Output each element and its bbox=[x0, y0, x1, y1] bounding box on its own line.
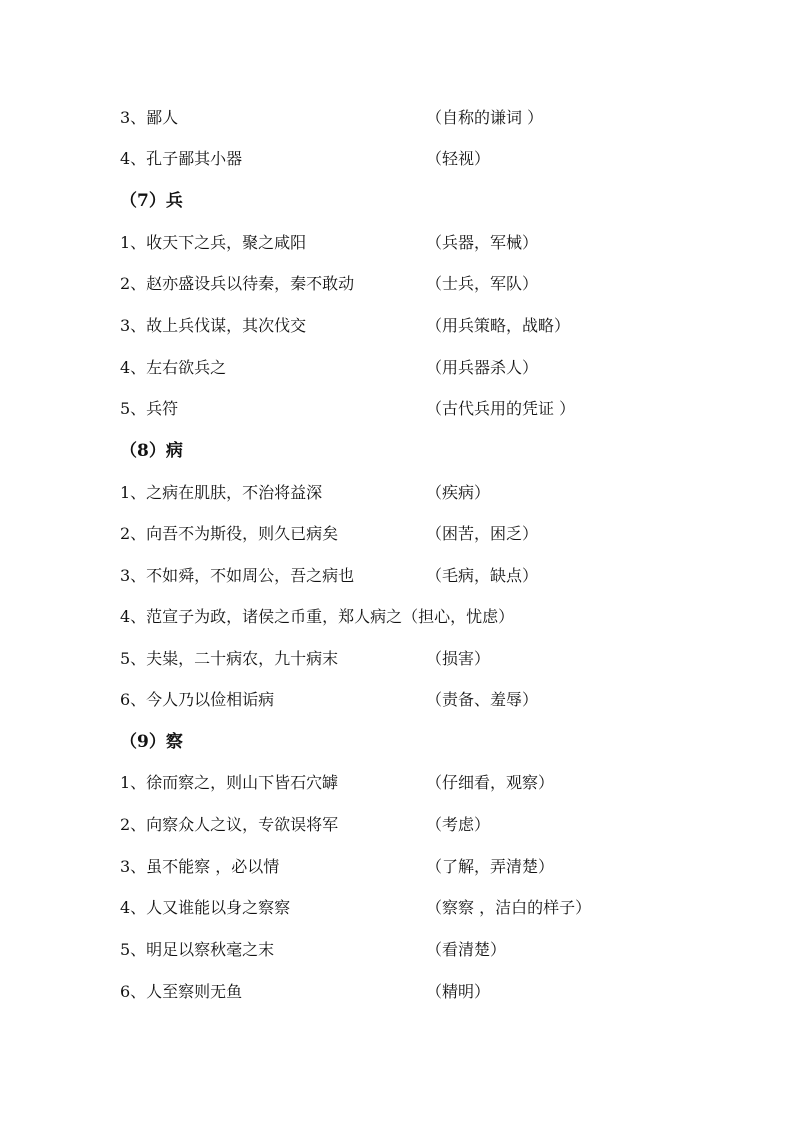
list-item bbox=[120, 855, 760, 879]
list-item bbox=[120, 106, 760, 130]
meaning: （自称的谦词 ） bbox=[426, 108, 544, 127]
meaning: （察察 ，洁白的样子） bbox=[426, 898, 592, 917]
meaning: （了解，弄清楚） bbox=[426, 857, 555, 876]
section-heading: （8）病 bbox=[120, 441, 183, 461]
example-sentence: 2、向吾不为斯役，则久已病矣 bbox=[120, 524, 339, 543]
example-sentence: 6、人至察则无鱼 bbox=[120, 982, 243, 1001]
list-item bbox=[120, 647, 760, 671]
example-sentence: 1、之病在肌肤，不治将益深 bbox=[120, 483, 323, 502]
list-item bbox=[120, 272, 760, 296]
list-item bbox=[120, 231, 760, 255]
meaning: （疾病） bbox=[426, 483, 491, 502]
meaning: （轻视） bbox=[426, 149, 491, 168]
meaning: （精明） bbox=[426, 982, 491, 1001]
section-heading: （9）察 bbox=[120, 732, 183, 752]
example-sentence: 2、向察众人之议，专欲误将军 bbox=[120, 815, 339, 834]
example-sentence: 4、孔子鄙其小器 bbox=[120, 149, 243, 168]
meaning: （损害） bbox=[426, 649, 491, 668]
list-item bbox=[120, 356, 760, 380]
list-item bbox=[120, 314, 760, 338]
meaning: （兵器，军械） bbox=[426, 233, 539, 252]
list-item bbox=[120, 980, 760, 1004]
example-sentence: 1、徐而察之，则山下皆石穴罅 bbox=[120, 773, 339, 792]
meaning: （士兵，军队） bbox=[426, 274, 539, 293]
meaning: （用兵策略，战略） bbox=[426, 316, 571, 335]
example-sentence: 5、兵符 bbox=[120, 399, 179, 418]
meaning: （古代兵用的凭证 ） bbox=[426, 399, 576, 418]
example-sentence: 2、赵亦盛设兵以待秦，秦不敢动 bbox=[120, 274, 355, 293]
meaning: （用兵器杀人） bbox=[426, 358, 539, 377]
example-sentence: 3、鄙人 bbox=[120, 108, 179, 127]
list-item bbox=[120, 605, 760, 629]
list-item bbox=[120, 688, 760, 712]
example-sentence: 4、左右欲兵之 bbox=[120, 358, 227, 377]
example-sentence: 6、今人乃以俭相诟病 bbox=[120, 690, 275, 709]
list-item bbox=[120, 564, 760, 588]
list-item bbox=[120, 397, 760, 421]
meaning: （仔细看，观察） bbox=[426, 773, 555, 792]
example-sentence: 4、人又谁能以身之察察 bbox=[120, 898, 291, 917]
list-item bbox=[120, 896, 760, 920]
example-sentence: 4、范宣子为政，诸侯之币重，郑人病之（担心，忧虑） bbox=[120, 607, 515, 626]
list-item bbox=[120, 813, 760, 837]
example-sentence: 3、故上兵伐谋，其次伐交 bbox=[120, 316, 307, 335]
example-sentence: 5、明足以察秋毫之末 bbox=[120, 940, 275, 959]
meaning: （困苦，困乏） bbox=[426, 524, 539, 543]
section-heading: （7）兵 bbox=[120, 191, 183, 211]
meaning: （毛病，缺点） bbox=[426, 566, 539, 585]
list-item bbox=[120, 147, 760, 171]
meaning: （责备、羞辱） bbox=[426, 690, 539, 709]
meaning: （看清楚） bbox=[426, 940, 507, 959]
list-item bbox=[120, 522, 760, 546]
list-item bbox=[120, 938, 760, 962]
meaning: （考虑） bbox=[426, 815, 491, 834]
example-sentence: 3、虽不能察 ，必以情 bbox=[120, 857, 280, 876]
list-item bbox=[120, 481, 760, 505]
example-sentence: 1、收天下之兵，聚之咸阳 bbox=[120, 233, 307, 252]
example-sentence: 3、不如舜，不如周公，吾之病也 bbox=[120, 566, 355, 585]
example-sentence: 5、夫粜，二十病农，九十病末 bbox=[120, 649, 339, 668]
list-item bbox=[120, 771, 760, 795]
